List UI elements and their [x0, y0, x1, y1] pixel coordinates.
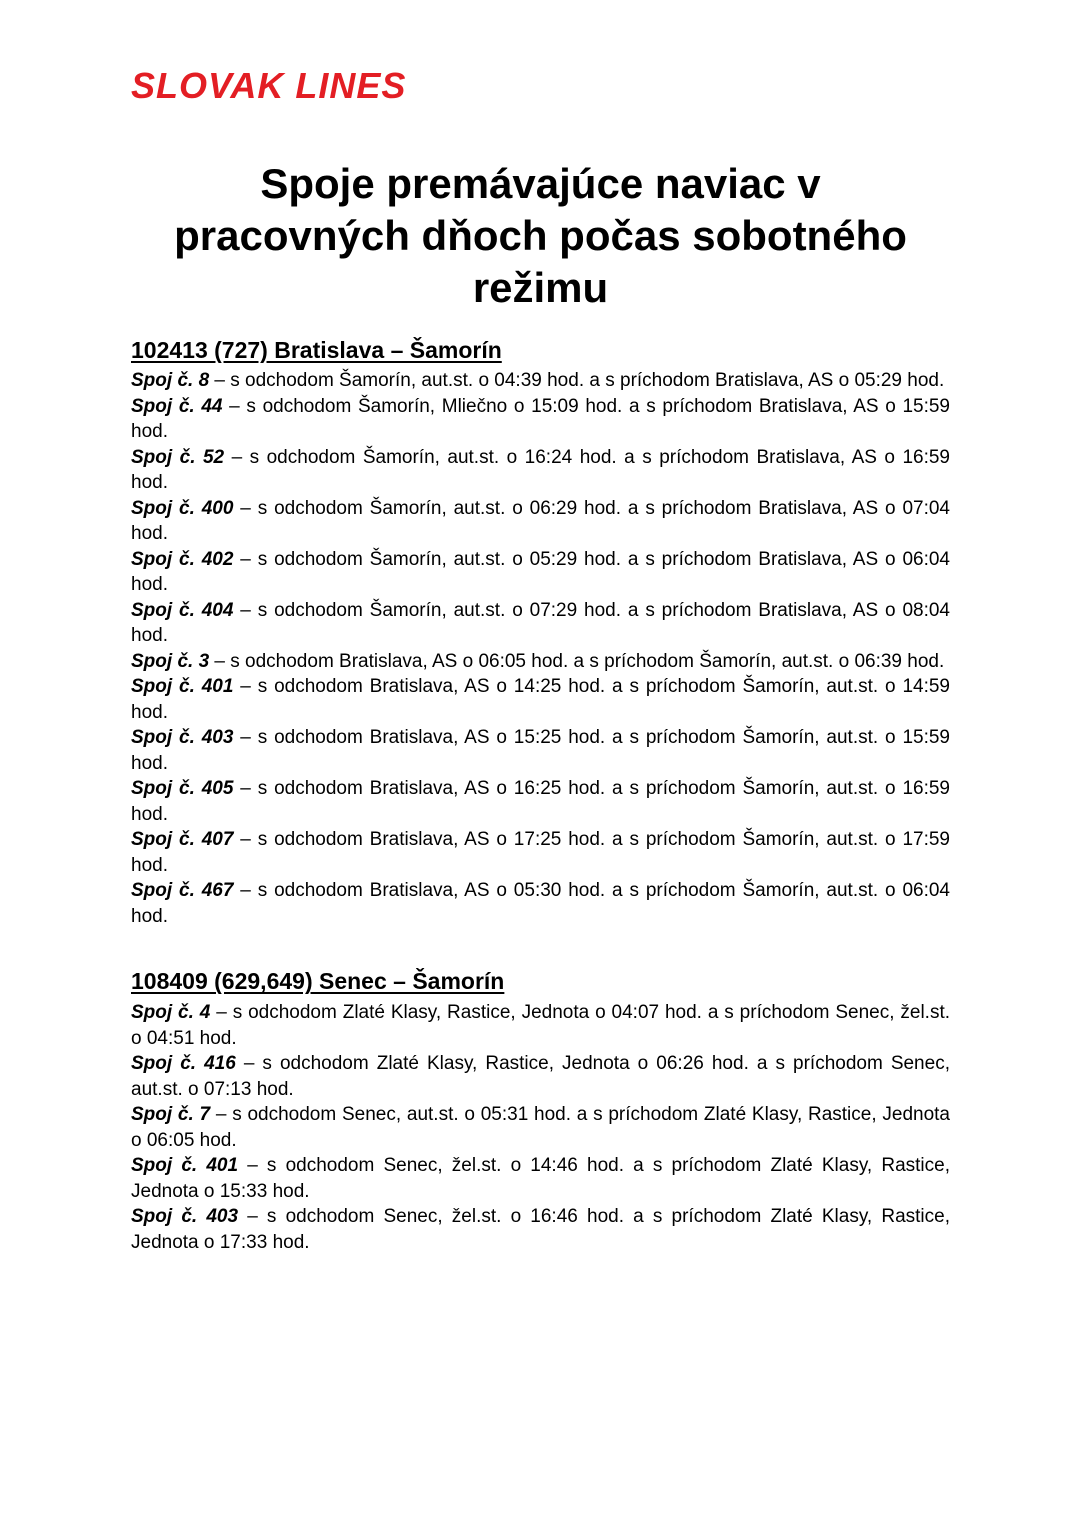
trip-label: Spoj č. 4: [131, 1002, 211, 1024]
title-line-3: režimu: [472, 263, 609, 311]
trip-entry: [131, 496, 950, 547]
trip-text: – s odchodom Šamorín, Mliečno o 15:09 hod. a s príchodom Bratislava, AS o 15:59 hod.: [131, 395, 951, 443]
trip-label: Spoj č. 403: [131, 727, 234, 749]
trip-text: – s odchodom Bratislava, AS o 14:25 hod. a s príchodom Šamorín, aut.st. o 14:59 hod.: [131, 676, 950, 723]
route-section: [131, 967, 950, 1255]
trip-entry: [131, 1204, 950, 1255]
trip-entry: [131, 1000, 950, 1051]
trip-label: Spoj č. 402: [131, 548, 234, 570]
trip-entry: [131, 394, 950, 445]
trip-label: Spoj č. 467: [131, 880, 234, 902]
sections-container: [131, 336, 950, 1256]
trip-entry: [131, 649, 950, 675]
trip-label: Spoj č. 407: [131, 829, 234, 851]
trip-label: Spoj č. 8: [131, 370, 210, 392]
trip-label: Spoj č. 3: [131, 650, 210, 672]
trip-label: Spoj č. 401: [131, 676, 234, 698]
trip-text: – s odchodom Šamorín, aut.st. o 06:29 hod. a s príchodom Bratislava, AS o 07:04 hod.: [131, 497, 950, 545]
trip-text: – s odchodom Zlaté Klasy, Rastice, Jednota o 04:07 hod. a s príchodom Senec, žel.st. o 04:51 hod.: [131, 1002, 950, 1049]
title-line-1: Spoje premávajúce naviac v: [260, 159, 821, 207]
trip-text: – s odchodom Bratislava, AS o 06:05 hod. a s príchodom Šamorín, aut.st. o 06:39 hod.: [209, 650, 945, 672]
trip-label: Spoj č. 403: [131, 1206, 239, 1228]
trip-entry: [131, 445, 950, 496]
trip-text: – s odchodom Bratislava, AS o 05:30 hod. a s príchodom Šamorín, aut.st. o 06:04 hod.: [131, 880, 950, 927]
trip-entry: [131, 368, 950, 394]
route-heading: 102413 (727) Bratislava – Šamorín: [131, 336, 502, 363]
route-heading: 108409 (629,649) Senec – Šamorín: [131, 968, 505, 995]
trip-text: – s odchodom Šamorín, aut.st. o 05:29 hod. a s príchodom Bratislava, AS o 06:04 hod.: [131, 548, 950, 596]
trip-label: Spoj č. 400: [131, 497, 234, 519]
trip-label: Spoj č. 52: [131, 446, 225, 468]
title-line-2: pracovných dňoch počas sobotného: [174, 211, 907, 259]
trip-label: Spoj č. 7: [131, 1104, 211, 1126]
trip-entry: [131, 598, 950, 649]
trip-label: Spoj č. 404: [131, 599, 234, 621]
route-section: [131, 336, 950, 930]
trip-entry: [131, 674, 950, 725]
trip-entry: [131, 1102, 950, 1153]
trip-entry: [131, 725, 950, 776]
trip-text: – s odchodom Šamorín, aut.st. o 16:24 hod. a s príchodom Bratislava, AS o 16:59 hod.: [131, 446, 950, 494]
trip-entry: [131, 878, 950, 929]
trip-label: Spoj č. 44: [131, 395, 223, 417]
trip-label: Spoj č. 405: [131, 778, 234, 800]
trip-entry: [131, 1051, 950, 1102]
trip-text: – s odchodom Senec, žel.st. o 14:46 hod. a s príchodom Zlaté Klasy, Rastice, Jednota o 15:33 hod.: [131, 1155, 950, 1202]
trip-text: – s odchodom Senec, žel.st. o 16:46 hod. a s príchodom Zlaté Klasy, Rastice, Jednota o 17:33 hod.: [131, 1206, 950, 1253]
trip-text: – s odchodom Bratislava, AS o 17:25 hod. a s príchodom Šamorín, aut.st. o 17:59 hod.: [131, 829, 950, 876]
page-title: [131, 158, 950, 314]
trip-entry: [131, 1153, 950, 1204]
trip-text: – s odchodom Šamorín, aut.st. o 04:39 hod. a s príchodom Bratislava, AS o 05:29 hod.: [209, 370, 945, 392]
trip-entry: [131, 776, 950, 827]
trip-text: – s odchodom Zlaté Klasy, Rastice, Jednota o 06:26 hod. a s príchodom Senec, aut.st. o 07:13 hod.: [131, 1053, 950, 1100]
trip-text: – s odchodom Bratislava, AS o 15:25 hod. a s príchodom Šamorín, aut.st. o 15:59 hod.: [131, 727, 950, 774]
trip-label: Spoj č. 401: [131, 1155, 239, 1177]
trip-entry: [131, 547, 950, 598]
trip-entry: [131, 827, 950, 878]
trip-label: Spoj č. 416: [131, 1053, 236, 1075]
trip-entries: [131, 368, 950, 929]
trip-text: – s odchodom Šamorín, aut.st. o 07:29 hod. a s príchodom Bratislava, AS o 08:04 hod.: [131, 599, 950, 647]
trip-entries: [131, 1000, 950, 1255]
trip-text: – s odchodom Bratislava, AS o 16:25 hod. a s príchodom Šamorín, aut.st. o 16:59 hod.: [131, 778, 950, 825]
slovak-lines-logo: SLOVAK LINES: [131, 65, 407, 106]
trip-text: – s odchodom Senec, aut.st. o 05:31 hod. a s príchodom Zlaté Klasy, Rastice, Jednota o 06:05 hod.: [131, 1104, 950, 1151]
